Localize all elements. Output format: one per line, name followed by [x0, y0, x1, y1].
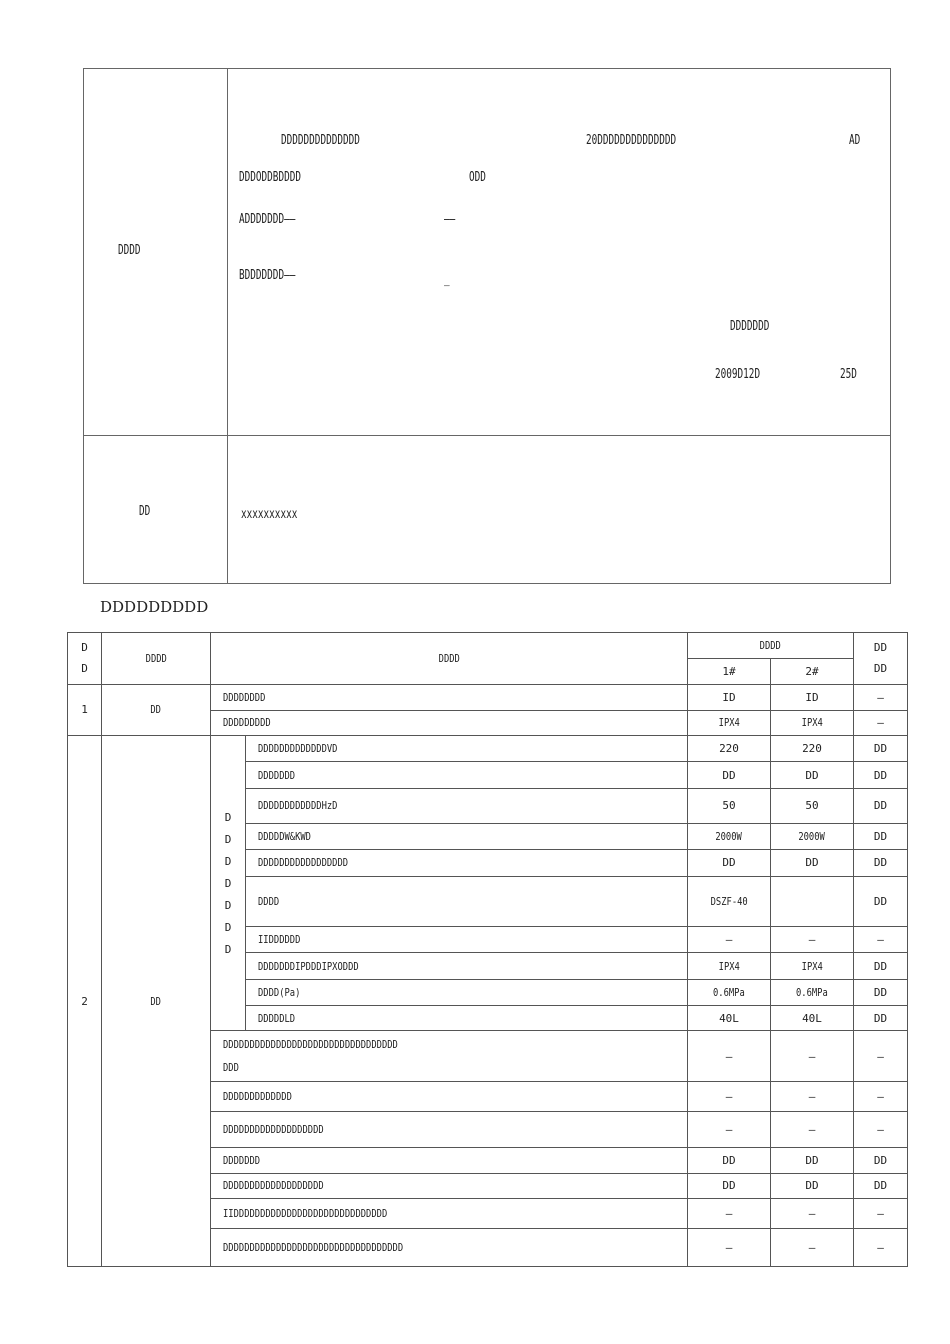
column-divider [227, 69, 228, 583]
row-judge: DD [854, 788, 908, 823]
row-content: DDDDDDD [246, 762, 688, 788]
header-result: DDDD [688, 633, 854, 659]
row-sample1: 220 [688, 736, 771, 762]
section-caption: DDDDDDDDD [100, 598, 209, 616]
row-judge: – [854, 1081, 908, 1111]
row-content: DDDDDDDD [211, 684, 688, 710]
row-sample2: DD [771, 1173, 854, 1198]
row-sample1: DD [688, 762, 771, 788]
row-sample1: DD [688, 850, 771, 876]
header-judge: DD DD [854, 633, 908, 685]
row-sample2: DD [771, 850, 854, 876]
row-content: IIDDDDDDDDDDDDDDDDDDDDDDDDDDDDD [211, 1199, 688, 1229]
row-judge: DD [854, 824, 908, 850]
row-content: DDDD(Pa) [246, 979, 688, 1005]
row-judge: – [854, 1112, 908, 1147]
row-sample1: – [688, 1112, 771, 1147]
row2-label: DD [139, 504, 151, 519]
header-item: DDDD [102, 633, 211, 685]
row-sample2: – [771, 1199, 854, 1229]
row-sample1: – [688, 927, 771, 953]
section2-sub-label: D D D D D D D [211, 736, 246, 1031]
row-sample1: 2000W [688, 824, 771, 850]
row-sample2: 50 [771, 788, 854, 823]
row-sample2: – [771, 1031, 854, 1082]
section2-no: 2 [68, 736, 102, 1267]
line4-a: BDDDDDDD—— [239, 268, 296, 283]
line2-b: ODD [469, 170, 486, 185]
row-judge: – [854, 1199, 908, 1229]
row-judge: – [854, 927, 908, 953]
row-content: DDDDDDD [211, 1147, 688, 1173]
row1-label: DDDD [118, 243, 141, 258]
line4-b: _ [444, 272, 450, 287]
table-row [68, 684, 908, 710]
row-judge: – [854, 1031, 908, 1082]
row-judge: DD [854, 736, 908, 762]
date-b: 25D [840, 367, 857, 382]
row-content: DDDDDDDDDDDDDDDDDDD [211, 1173, 688, 1198]
row-sample1: – [688, 1199, 771, 1229]
sample-info-box [83, 68, 891, 584]
row-content: DDDDDDDDDDDDDDDDDDD [211, 1112, 688, 1147]
row-sample2: 0.6MPa [771, 979, 854, 1005]
row-sample1: ID [688, 684, 771, 710]
line1-b: 20DDDDDDDDDDDDDD [586, 133, 677, 148]
row-sample1: DD [688, 1173, 771, 1198]
row-content: DDDDDDDIPDDDIPXODDD [246, 953, 688, 979]
row-judge: DD [854, 979, 908, 1005]
row-sample1: IPX4 [688, 710, 771, 735]
row-content: DDDDDDDDDDDDDDDDDDDDDDDDDDDDDDDDD DDD [211, 1031, 688, 1082]
row-content: DDDDDDDDDDDDDDDDD [246, 850, 688, 876]
row-sample2: 220 [771, 736, 854, 762]
table-row [68, 736, 908, 762]
row-sample2: DD [771, 1147, 854, 1173]
row-sample1: – [688, 1081, 771, 1111]
row-sample1: – [688, 1031, 771, 1082]
row-content: DDDDDDDDDDDDDDDDDDDDDDDDDDDDDDDDDD [211, 1229, 688, 1267]
row-sample2: – [771, 1081, 854, 1111]
row-judge: DD [854, 850, 908, 876]
row-content: DDDD [246, 876, 688, 927]
test-results-table [67, 632, 908, 1267]
row-sample2: DD [771, 762, 854, 788]
row-sample1: 50 [688, 788, 771, 823]
row-content: DDDDDDDDDDDDHzD [246, 788, 688, 823]
row-content: DDDDDDDDDDDDD [211, 1081, 688, 1111]
row-content: DDDDDDDDD [211, 710, 688, 735]
line1-c: AD [849, 133, 861, 148]
row-judge: DD [854, 876, 908, 927]
row-content: DDDDDDDDDDDDDVD [246, 736, 688, 762]
row-judge: DD [854, 1006, 908, 1031]
header-content: DDDD [211, 633, 688, 685]
row-judge: – [854, 684, 908, 710]
row-judge: – [854, 710, 908, 735]
row-judge: DD [854, 1173, 908, 1198]
row-sample1: 40L [688, 1006, 771, 1031]
date-a: 2009D12D [715, 367, 761, 382]
line3-b: —— [444, 212, 456, 227]
row-sample1: 0.6MPa [688, 979, 771, 1005]
section2-name: DD [102, 736, 211, 1267]
row-divider [84, 435, 890, 436]
row-sample2: IPX4 [771, 953, 854, 979]
row-judge: DD [854, 1147, 908, 1173]
row-sample1: IPX4 [688, 953, 771, 979]
row-content: DDDDDW&KWD [246, 824, 688, 850]
row-sample2: – [771, 1229, 854, 1267]
row-sample1: DSZF-40 [688, 876, 771, 927]
header-sample1: 1# [688, 659, 771, 684]
row-sample1: – [688, 1229, 771, 1267]
row-judge: – [854, 1229, 908, 1267]
header-sample2: 2# [771, 659, 854, 684]
row-judge: DD [854, 953, 908, 979]
row-sample2: 40L [771, 1006, 854, 1031]
header-no: D D [68, 633, 102, 685]
row-sample2: 2000W [771, 824, 854, 850]
row-sample2: – [771, 927, 854, 953]
signature-label: DDDDDDD [730, 319, 770, 334]
row-sample2: – [771, 1112, 854, 1147]
line3-a: ADDDDDDD—— [239, 212, 296, 227]
row-content: IIDDDDDD [246, 927, 688, 953]
row-sample2: IPX4 [771, 710, 854, 735]
row-sample1: DD [688, 1147, 771, 1173]
row-sample2 [771, 876, 854, 927]
row2-value: xxxxxxxxxx [241, 507, 298, 522]
section1-no: 1 [68, 684, 102, 736]
line2-a: DDDODDBDDDD [239, 170, 301, 185]
row-sample2: ID [771, 684, 854, 710]
row-content: DDDDDLD [246, 1006, 688, 1031]
line1-a: DDDDDDDDDDDDDD [281, 133, 360, 148]
row-judge: DD [854, 762, 908, 788]
section1-name: DD [102, 684, 211, 736]
